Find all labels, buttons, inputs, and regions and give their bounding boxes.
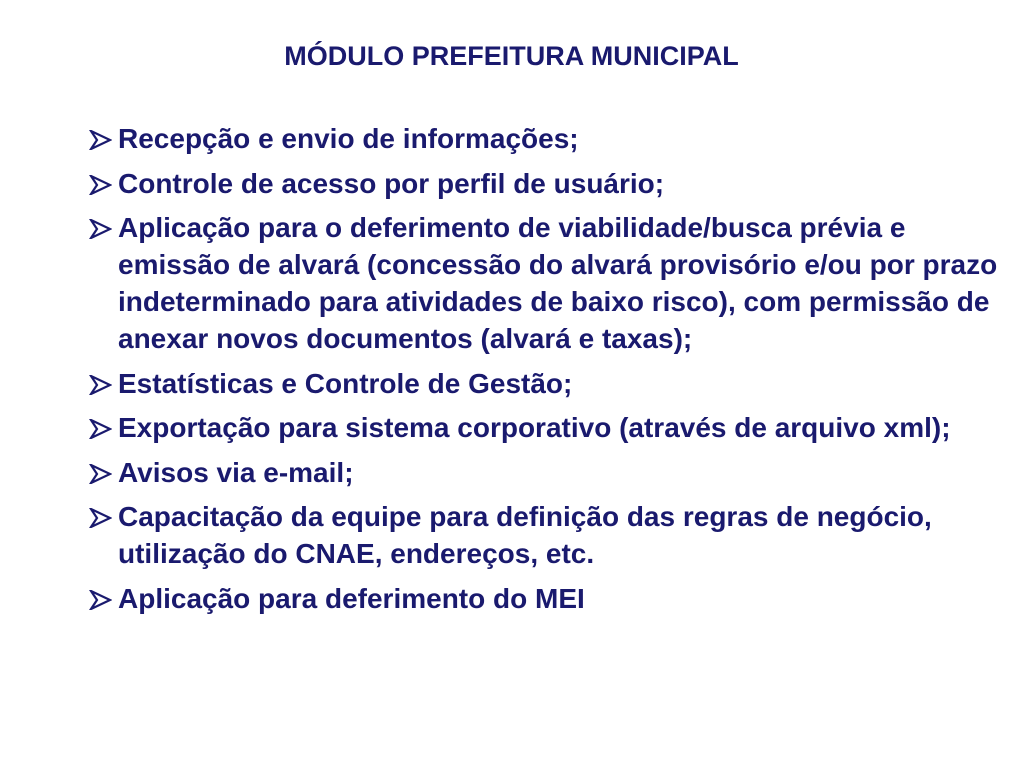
arrowhead-bullet-icon	[89, 464, 112, 484]
bullet-text: Controle de acesso por perfil de usuário;	[118, 167, 665, 199]
arrowhead-bullet-icon	[89, 419, 112, 439]
bullet-text: Recepção e envio de informações;	[118, 123, 579, 154]
bullet-text: Estatísticas e Controle de Gestão;	[118, 367, 573, 399]
bullet-item	[88, 409, 998, 446]
bullet-item	[88, 165, 998, 202]
arrowhead-bullet-icon	[89, 508, 112, 528]
bullet-text: Capacitação da equipe para definição das regras de negócio, utilização do CNAE, endereços, etc.	[118, 501, 932, 569]
bullet-text: Aplicação para o deferimento de viabilidade/busca prévia e emissão de alvará (concessão do alvará provisório e/ou por prazo indeterminado para atividades de baixo risco), com permissão de anexar novos documentos (alvará e taxas);	[118, 212, 998, 354]
bullet-text: Avisos via e-mail;	[118, 456, 354, 488]
bullet-item	[88, 498, 998, 572]
bullet-text: Exportação para sistema corporativo (através de arquivo xml);	[118, 412, 951, 443]
bullet-item	[88, 580, 998, 617]
bullet-list	[88, 120, 998, 624]
bullet-item	[88, 120, 998, 157]
arrowhead-bullet-icon	[89, 590, 112, 610]
bullet-text: Aplicação para deferimento do MEI	[118, 582, 585, 614]
bullet-item	[88, 365, 998, 402]
arrowhead-bullet-icon	[89, 175, 112, 195]
arrowhead-bullet-icon	[89, 375, 112, 395]
bullet-item	[88, 209, 998, 357]
slide-title: MÓDULO PREFEITURA MUNICIPAL	[284, 41, 739, 71]
arrowhead-bullet-icon	[89, 219, 112, 239]
arrowhead-bullet-icon	[89, 130, 112, 150]
bullet-item	[88, 454, 998, 491]
